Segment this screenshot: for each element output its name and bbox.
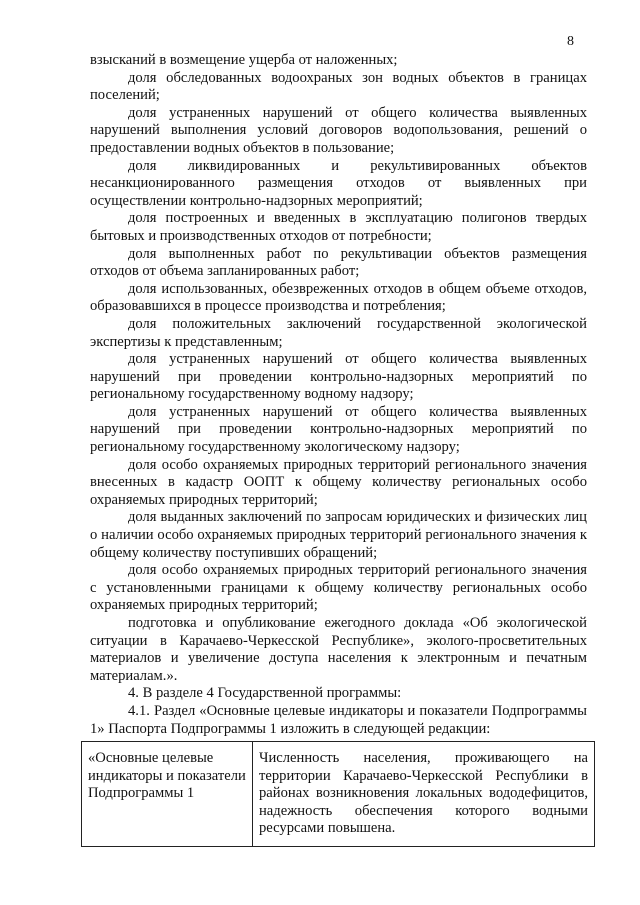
paragraph: доля использованных, обезвреженных отходов в общем объеме отходов, образовавшихся в процессе производства и потребления; (90, 280, 587, 315)
paragraph: доля выполненных работ по рекультивации объектов размещения отходов от объема запланированных работ; (90, 245, 587, 280)
subsection-paragraph: 4.1. Раздел «Основные целевые индикаторы и показатели Подпрограммы 1» Паспорта Подпрограммы 1 изложить в следующей редакции: (90, 702, 587, 737)
table-cell-indicators-label: «Основные целевые индикаторы и показатели Подпрограммы 1 (82, 742, 253, 847)
document-body (90, 52, 587, 738)
paragraph: доля устраненных нарушений от общего количества выявленных нарушений при проведении контрольно-надзорных мероприятий по региональному государственному экологическому надзору; (90, 403, 587, 456)
paragraph: доля ликвидированных и рекультивированных объектов несанкционированного размещения отходов от выявленных при осуществлении контрольно-надзорных мероприятий; (90, 157, 587, 209)
section-heading-paragraph: 4. В разделе 4 Государственной программы: (128, 685, 402, 702)
paragraph: доля выданных заключений по запросам юридических и физических лиц о наличии особо охраняемых природных территорий регионального значения к общему количеству поступивших обращений; (90, 509, 587, 561)
paragraph: доля устраненных нарушений от общего количества выявленных нарушений при проведении контрольно-надзорных мероприятий по региональному государственному водному надзору; (90, 351, 587, 403)
paragraph: доля построенных и введенных в эксплуатацию полигонов твердых бытовых и производственных отходов от потребности; (90, 210, 587, 244)
paragraph-continuation: взысканий в возмещение ущерба от наложенных; (90, 52, 398, 68)
paragraph: доля обследованных водоохраных зон водных объектов в границах поселений; (90, 69, 587, 104)
page-number: 8 (567, 34, 574, 49)
paragraph: доля особо охраняемых природных территорий регионального значения с установленными границами к общему количеству региональных особо охраняемых природных территорий; (90, 562, 587, 614)
paragraph: доля положительных заключений государственной экологической экспертизы к представленным; (90, 315, 587, 350)
paragraph: подготовка и опубликование ежегодного доклада «Об экологической ситуации в Карачаево-Черкесской Республике», эколого-просветительных материалов и увеличение доступа населения к электронным и печатным материалам.». (90, 615, 587, 684)
table-cell-indicators-value: Численность населения, проживающего на территории Карачаево-Черкесской Республики в районах возникновения локальных вододефицитов, надежность обеспечения которого водными ресурсами повышена. (253, 742, 595, 847)
paragraph: доля особо охраняемых природных территорий регионального значения внесенных в кадастр ООПТ к общему количеству региональных особо охраняемых природных территорий; (90, 456, 587, 508)
paragraph: доля устраненных нарушений от общего количества выявленных нарушений выполнения условий договоров водопользования, решений о предоставлении водных объектов в пользование; (90, 104, 587, 156)
table-row (82, 742, 595, 847)
indicators-table (81, 741, 595, 847)
